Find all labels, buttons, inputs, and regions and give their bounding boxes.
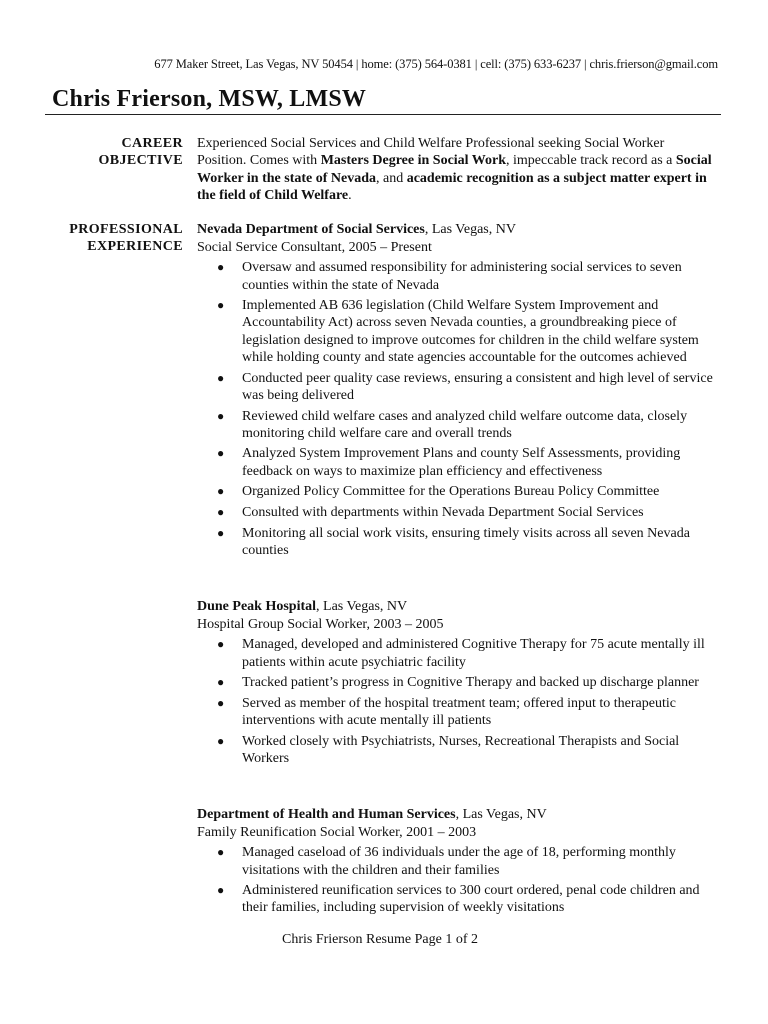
job-employer: Dune Peak Hospital: [197, 599, 317, 614]
bullet-text: Administered reunification services to 300 court ordered, penal code children and their families, including supervision of weekly visitations: [242, 883, 700, 916]
job-location: , Las Vegas, NV: [424, 222, 516, 237]
job-bullet: [197, 259, 717, 294]
bullet-text: Consulted with departments within Nevada Department Social Services: [242, 504, 644, 520]
bullet-text: Organized Policy Committee for the Operations Bureau Policy Committee: [242, 484, 660, 500]
job-bullet: [197, 408, 717, 443]
job-employer-line: [197, 598, 717, 616]
bullet-icon: ●: [217, 408, 225, 423]
job-bullet: [197, 370, 717, 405]
bullet-text: Worked closely with Psychiatrists, Nurses, Recreational Therapists and Social Workers: [242, 733, 680, 766]
bullet-icon: ●: [217, 484, 225, 499]
objective-bold-2: Social Worker in the state of Nevada: [197, 153, 712, 186]
job-title: Hospital Group Social Worker, 2003 – 2005: [197, 616, 444, 632]
career-objective-label: [40, 135, 183, 169]
job-location: , Las Vegas, NV: [455, 807, 547, 822]
bullet-text: Conducted peer quality case reviews, ensuring a consistent and high level of service was being delivered: [242, 370, 713, 403]
job-employer: Nevada Department of Social Services: [197, 222, 425, 237]
bullet-text: Reviewed child welfare cases and analyzed child welfare outcome data, closely monitoring child welfare care and overall trends: [242, 408, 688, 441]
job-bullet: [197, 297, 717, 366]
bullet-icon: ●: [217, 695, 225, 710]
bullet-text: Served as member of the hospital treatment team; offered input to therapeutic interventions with acute mentally ill patients: [242, 695, 676, 729]
bullet-text: Analyzed System Improvement Plans and county Self Assessments, providing feedback on ways to maximize plan efficiency and effectiveness: [242, 446, 681, 479]
bullet-icon: ●: [217, 446, 225, 461]
job-bullet-list: [197, 636, 717, 767]
objective-bold-3: academic recognition as a subject matter expert in the field of Child Welfare: [197, 170, 707, 203]
bullet-icon: ●: [217, 298, 225, 313]
bullet-text: Managed, developed and administered Cognitive Therapy for 75 acute mentally ill patients within acute psychiatric facility: [242, 637, 705, 670]
job-employer-line: [197, 806, 717, 824]
bullet-text: Implemented AB 636 legislation (Child Welfare System Improvement and Accountability Act) across seven Nevada counties, a groundbreaking piece of legislation designed to improve outcomes for children in the child welfare system while holding county and state agencies accountable for the outcomes achieved: [242, 298, 699, 366]
bullet-icon: ●: [217, 845, 225, 860]
job-bullet: [197, 445, 717, 480]
job-employer: Department of Health and Human Services: [197, 807, 456, 822]
job-bullet: [197, 525, 717, 560]
career-objective-label-line1: CAREER: [121, 136, 183, 151]
bullet-text: Tracked patient’s progress in Cognitive Therapy and backed up discharge planner: [242, 675, 699, 691]
objective-text-3: , and: [376, 170, 407, 186]
bullet-text: Monitoring all social work visits, ensuring timely visits across all seven Nevada counties: [242, 525, 690, 558]
bullet-text: Managed caseload of 36 individuals under the age of 18, performing monthly visitations with the children and their families: [242, 845, 676, 878]
career-objective-label-line2: OBJECTIVE: [98, 153, 183, 168]
job-bullet-list: [197, 844, 717, 916]
bullet-icon: ●: [217, 733, 225, 748]
job-bullet: [197, 483, 717, 500]
job-bullet: [197, 695, 717, 730]
bullet-icon: ●: [217, 525, 225, 540]
header-divider: [45, 114, 721, 115]
job-title: Social Service Consultant, 2005 – Present: [197, 239, 432, 255]
professional-experience-label-line2: EXPERIENCE: [87, 239, 183, 254]
job-bullet: [197, 636, 717, 671]
job-entry: [197, 598, 717, 767]
resume-name: Chris Frierson, MSW, LMSW: [52, 86, 367, 112]
professional-experience-label: [40, 221, 183, 255]
job-bullet: [197, 844, 717, 879]
job-bullet: [197, 674, 717, 691]
professional-experience-label-line1: PROFESSIONAL: [69, 222, 183, 237]
job-bullet: [197, 733, 717, 768]
job-title: Family Reunification Social Worker, 2001 – 2003: [197, 824, 477, 840]
job-bullet-list: [197, 259, 717, 559]
objective-text-1: Experienced Social Services and Child Welfare Professional seeking Social Worker Position. Comes with: [197, 136, 665, 169]
contact-line: 677 Maker Street, Las Vegas, NV 50454 | home: (375) 564-0381 | cell: (375) 633-6237 | chris.frierson@gmail.com: [154, 57, 718, 71]
bullet-icon: ●: [217, 637, 225, 652]
job-location: , Las Vegas, NV: [316, 599, 408, 614]
objective-text-2: , impeccable track record as a: [506, 153, 676, 169]
job-entry: [197, 221, 717, 559]
bullet-icon: ●: [217, 260, 225, 275]
bullet-icon: ●: [217, 370, 225, 385]
job-employer-line: [197, 221, 717, 239]
job-bullet: [197, 504, 717, 521]
page-footer: Chris Frierson Resume Page 1 of 2: [282, 932, 478, 947]
job-entry: [197, 806, 717, 917]
career-objective-text: [197, 135, 717, 204]
objective-text-4: .: [348, 187, 352, 203]
bullet-icon: ●: [217, 675, 225, 690]
objective-bold-1: Masters Degree in Social Work: [320, 153, 507, 169]
job-bullet: [197, 882, 717, 917]
bullet-icon: ●: [217, 504, 225, 519]
bullet-text: Oversaw and assumed responsibility for administering social services to seven counties within the state of Nevada: [242, 260, 682, 293]
bullet-icon: ●: [217, 883, 225, 898]
